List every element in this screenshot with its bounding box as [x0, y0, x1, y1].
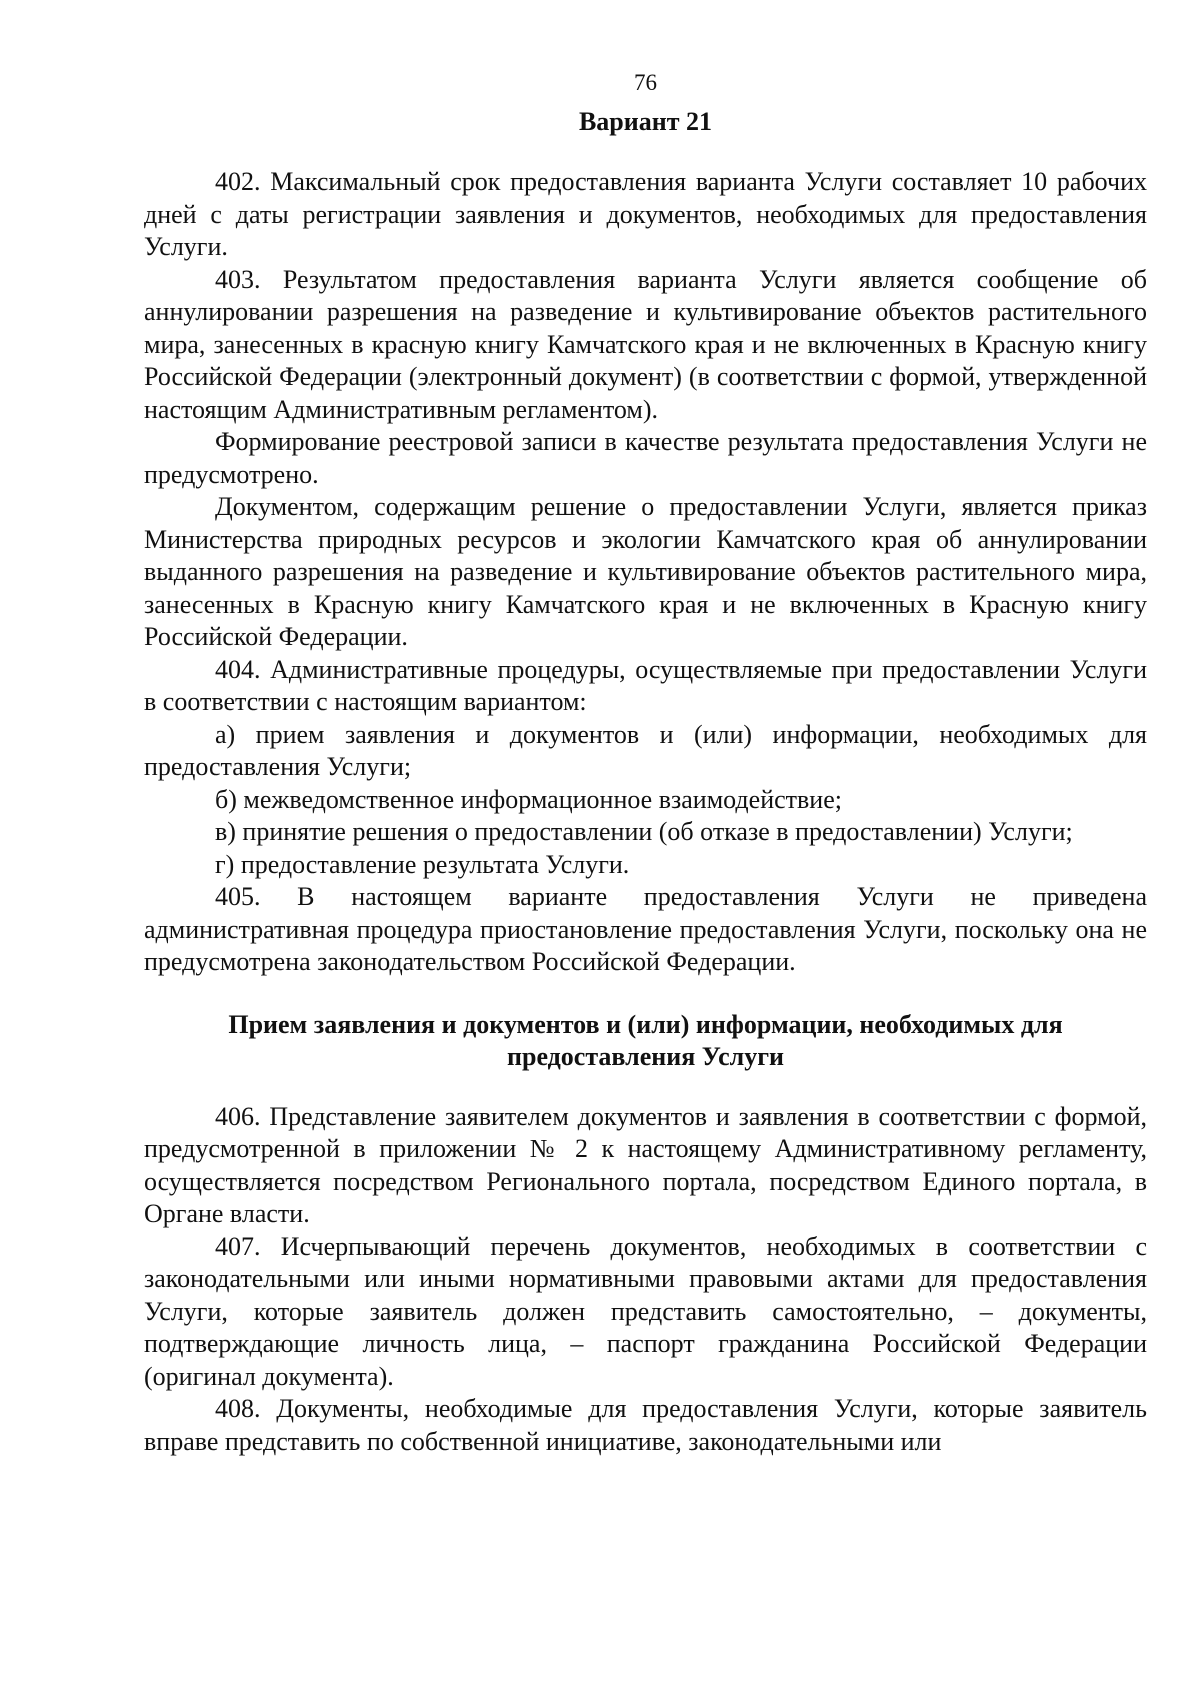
- paragraph-408: 408. Документы, необходимые для предоставления Услуги, которые заявитель вправе представить по собственной инициативе, законодательными или: [144, 1394, 1147, 1456]
- main-text-block: [144, 166, 1147, 979]
- paragraph-402: 402. Максимальный срок предоставления варианта Услуги составляет 10 рабочих дней с даты регистрации заявления и документов, необходимых для предоставления Услуги.: [144, 167, 1147, 261]
- paragraph-407: 407. Исчерпывающий перечень документов, необходимых в соответствии с законодательными или иными нормативными правовыми актами для предоставления Услуги, которые заявитель должен представить самостоятельно, – документы, подтверждающие личность лица, – паспорт гражданина Российской Федерации (оригинал документа).: [144, 1231, 1147, 1391]
- list-item-a: а) прием заявления и документов и (или) информации, необходимых для предоставления Услуги;: [144, 719, 1147, 781]
- paragraph-406: 406. Представление заявителем документов и заявления в соответствии с формой, предусмотренной в приложении № 2 к настоящему Административному регламенту, осуществляется посредством Регионального портала, посредством Единого портала, в Органе власти.: [144, 1101, 1147, 1228]
- paragraph-decision-document: Документом, содержащим решение о предоставлении Услуги, является приказ Министерства природных ресурсов и экологии Камчатского края об аннулировании выданного разрешения на разведение и культивирование объектов растительного мира, занесенных в Красную книгу Камчатского края и не включенных в Красную книгу Российской Федерации.: [144, 492, 1147, 651]
- paragraph-404: 404. Административные процедуры, осуществляемые при предоставлении Услуги в соответствии с настоящим вариантом:: [144, 654, 1147, 716]
- list-item-b: б) межведомственное информационное взаимодействие;: [215, 784, 842, 814]
- paragraph-405: 405. В настоящем варианте предоставления Услуги не приведена административная процедура приостановление предоставления Услуги, поскольку она не предусмотрена законодательством Российской Федерации.: [144, 882, 1147, 976]
- list-item-g: г) предоставление результата Услуги.: [215, 849, 630, 879]
- paragraph-registry-record: Формирование реестровой записи в качестве результата предоставления Услуги не предусмотрено.: [144, 427, 1147, 489]
- page-number: 76: [634, 70, 657, 95]
- document-page: [144, 68, 1147, 1458]
- section-heading: [144, 1009, 1147, 1073]
- section-heading-line-2: предоставления Услуги: [507, 1041, 784, 1071]
- variant-heading: Вариант 21: [578, 107, 713, 136]
- list-item-v: в) принятие решения о предоставлении (об отказе в предоставлении) Услуги;: [215, 817, 1073, 846]
- paragraph-403: 403. Результатом предоставления варианта Услуги является сообщение об аннулировании разрешения на разведение и культивирование объектов растительного мира, занесенных в красную книгу Камчатского края и не включенных в Красную книгу Российской Федерации (электронный документ) (в соответствии с формой, утвержденной настоящим Административным регламентом).: [144, 264, 1147, 424]
- section-text-block: [144, 1101, 1147, 1459]
- section-heading-line-1: Прием заявления и документов и (или) информации, необходимых для: [228, 1009, 1063, 1039]
